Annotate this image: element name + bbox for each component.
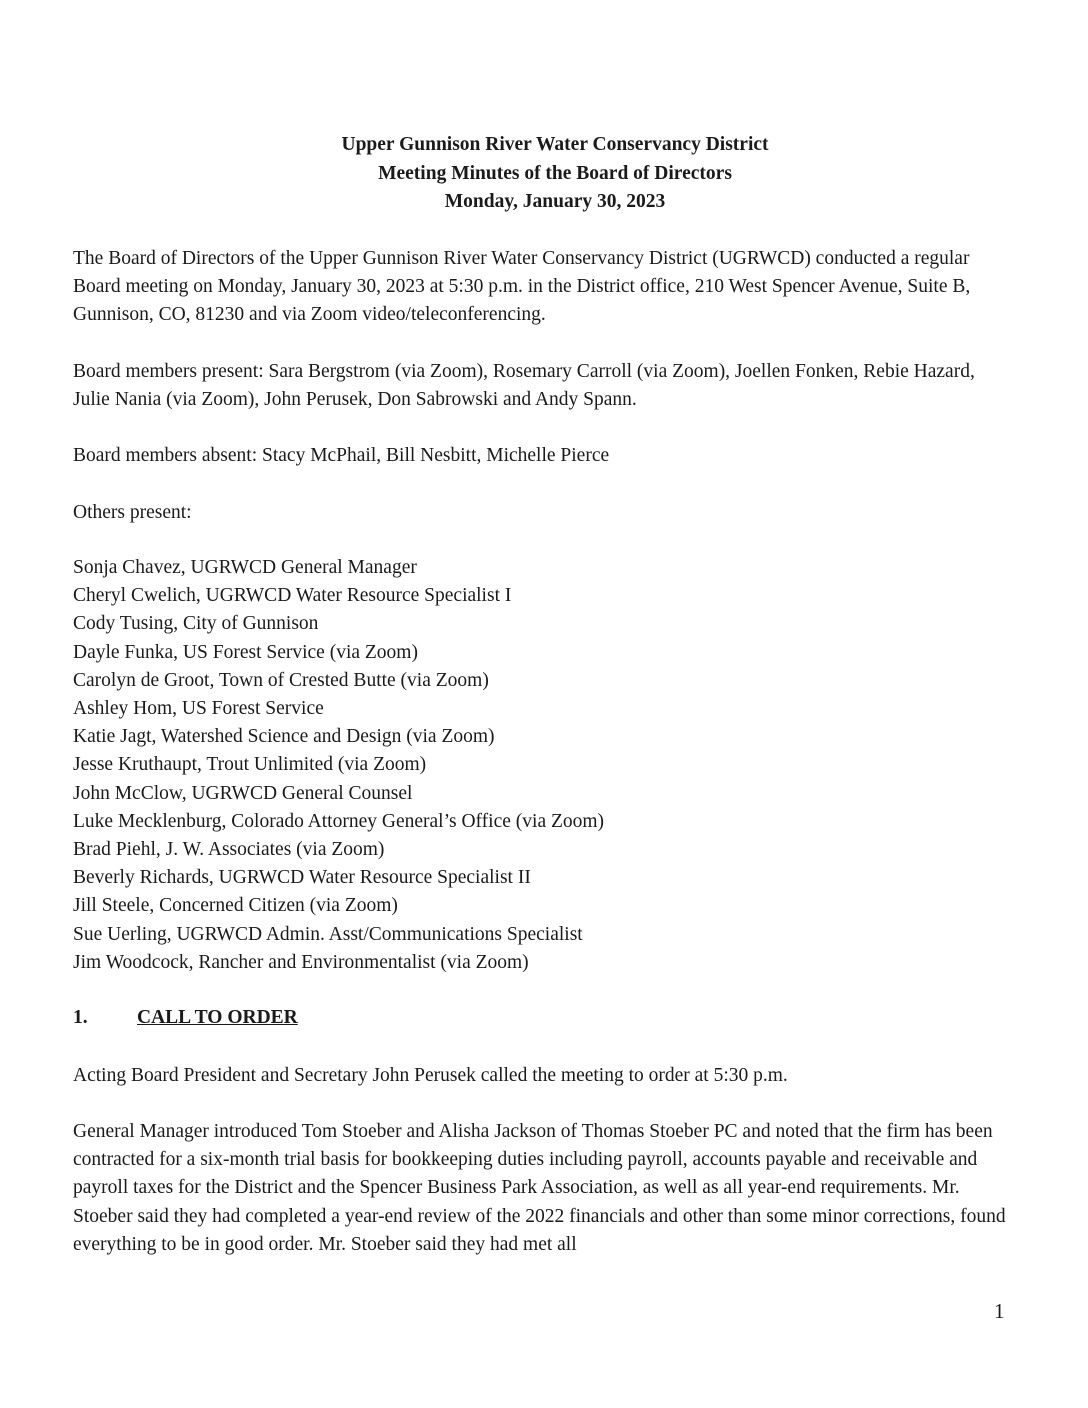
members-absent-paragraph: Board members absent: Stacy McPhail, Bill Nesbitt, Michelle Pierce (73, 445, 610, 466)
attendee-item: Katie Jagt, Watershed Science and Design (via Zoom) (73, 726, 495, 748)
attendee-item: Brad Piehl, J. W. Associates (via Zoom) (73, 839, 385, 861)
meeting-date: Monday, January 30, 2023 (444, 191, 666, 212)
attendee-item: Beverly Richards, UGRWCD Water Resource Specialist II (73, 867, 531, 889)
section-number: 1. (73, 1007, 88, 1028)
bookkeeping-paragraph: General Manager introduced Tom Stoeber and Alisha Jackson of Thomas Stoeber PC and noted that the firm has been contracted for a six-month trial basis for bookkeeping duties including payroll, accounts payable and receivable and payroll taxes for the District and the Spencer Business Park Association, as well as all year-end requirements. Mr. Stoeber said they had completed a year-end review of the 2022 financials and other than some minor corrections, found everything to be in good order. Mr. Stoeber said they had met all (73, 1121, 1006, 1255)
attendee-item: Ashley Hom, US Forest Service (73, 698, 324, 720)
intro-paragraph: The Board of Directors of the Upper Gunnison River Water Conservancy District (UGRWCD) conducted a regular Board meeting on Monday, January 30, 2023 at 5:30 p.m. in the District office, 210 West Spencer Avenue, Suite B, Gunnison, CO, 81230 and via Zoom video/teleconferencing. (73, 248, 971, 326)
organization-title: Upper Gunnison River Water Conservancy District (341, 134, 769, 155)
document-title: Meeting Minutes of the Board of Directors (378, 162, 732, 184)
section-heading-call-to-order (73, 1004, 298, 1032)
others-present-label: Others present: (73, 502, 192, 523)
attendee-item: Cody Tusing, City of Gunnison (73, 613, 319, 635)
call-to-order-paragraph: Acting Board President and Secretary John Perusek called the meeting to order at 5:30 p.m. (73, 1065, 788, 1086)
attendee-item: Jill Steele, Concerned Citizen (via Zoom) (73, 895, 398, 917)
attendee-item: Sonja Chavez, UGRWCD General Manager (73, 557, 417, 578)
section-title: CALL TO ORDER (137, 1007, 298, 1028)
attendee-item: Dayle Funka, US Forest Service (via Zoom) (73, 641, 418, 663)
attendee-item: Cheryl Cwelich, UGRWCD Water Resource Specialist I (73, 585, 512, 607)
attendee-item: Jesse Kruthaupt, Trout Unlimited (via Zoom) (73, 754, 427, 776)
attendee-item: Carolyn de Groot, Town of Crested Butte (via Zoom) (73, 669, 489, 691)
attendee-item: Luke Mecklenburg, Colorado Attorney General’s Office (via Zoom) (73, 810, 605, 832)
attendee-item: John McClow, UGRWCD General Counsel (73, 782, 413, 804)
attendee-item: Sue Uerling, UGRWCD Admin. Asst/Communications Specialist (73, 923, 583, 945)
attendee-item: Jim Woodcock, Rancher and Environmentalist (via Zoom) (73, 951, 529, 973)
page-number: 1 (994, 1299, 1005, 1323)
members-present-paragraph: Board members present: Sara Bergstrom (via Zoom), Rosemary Carroll (via Zoom), Joellen Fonken, Rebie Hazard, Julie Nania (via Zoom), John Perusek, Don Sabrowski and Andy Spann. (73, 361, 975, 411)
document-header (0, 131, 1088, 217)
attendees-list (73, 554, 773, 977)
